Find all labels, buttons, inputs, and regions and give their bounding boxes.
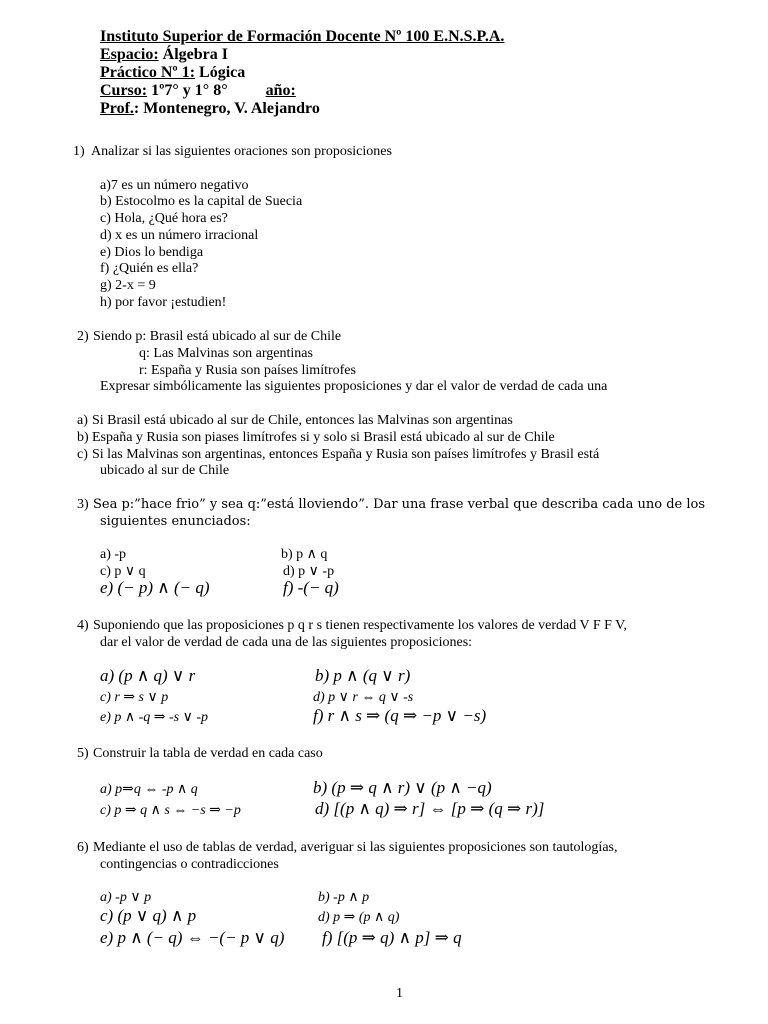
ex2-b-label: b) bbox=[77, 430, 89, 445]
ex3-f: f) -(− q) bbox=[283, 578, 339, 597]
ex6-prompt-cont: contingencias o contradicciones bbox=[100, 857, 279, 872]
ex2-c-label: c) bbox=[77, 447, 88, 462]
ex3-b: b) p ∧ q bbox=[281, 547, 328, 562]
subject-value: Álgebra I bbox=[158, 46, 228, 63]
ex4-prompt: Suponiendo que las proposiciones p q r s tienen respectivamente los valores de verdad V F F V, bbox=[93, 618, 627, 633]
course-line bbox=[100, 82, 504, 100]
ex2-p-def: Siendo p: Brasil está ubicado al sur de Chile bbox=[93, 329, 342, 344]
ex5-number: 5) bbox=[77, 746, 89, 761]
ex1-item-e: e) Dios lo bendiga bbox=[100, 245, 204, 260]
ex3-a: a) -p bbox=[100, 547, 127, 562]
ex1-item-b: b) Estocolmo es la capital de Suecia bbox=[100, 194, 303, 209]
ex2-instruction: Expresar simbólicamente las siguientes proposiciones y dar el valor de verdad de cada una bbox=[100, 379, 608, 394]
ex5-prompt: Construir la tabla de verdad en cada caso bbox=[93, 746, 323, 761]
ex6-b: b) -p ∧ p bbox=[318, 890, 370, 905]
institute-title: Instituto Superior de Formación Docente Nº 100 E.N.S.P.A. bbox=[100, 28, 505, 45]
ex3-number: 3) bbox=[77, 497, 89, 512]
ex6-c: c) (p ∨ q) ∧ p bbox=[100, 906, 197, 925]
ex5-a: a) p⇒q ⇔ -p ∧ q bbox=[100, 782, 198, 797]
ex4-e: e) p ∧ -q ⇒ -s ∨ -p bbox=[100, 710, 209, 725]
ex2-a-label: a) bbox=[77, 413, 88, 428]
ex6-prompt: Mediante el uso de tablas de verdad, averiguar si las siguientes proposiciones son tautologías, bbox=[93, 840, 618, 855]
ex5-c: c) p ⇒ q ∧ s ⇔ −s ⇒ −p bbox=[100, 803, 241, 818]
ex1-item-g: g) 2-x = 9 bbox=[100, 278, 156, 293]
ex3-e: e) (− p) ∧ (− q) bbox=[100, 578, 210, 597]
ex2-c-cont: ubicado al sur de Chile bbox=[100, 463, 230, 478]
ex5-d: d) [(p ∧ q) ⇒ r] ⇔ [p ⇒ (q ⇒ r)] bbox=[315, 799, 545, 818]
year-label: año: bbox=[265, 82, 296, 99]
professor-value: : Montenegro, V. Alejandro bbox=[133, 100, 320, 117]
subject-label: Espacio: bbox=[100, 46, 159, 63]
ex4-c: c) r ⇒ s ∨ p bbox=[100, 690, 169, 705]
ex5-b: b) (p ⇒ q ∧ r) ∨ (p ∧ −q) bbox=[313, 778, 492, 797]
ex1-item-a: a)7 es un número negativo bbox=[100, 178, 249, 193]
ex3-c: c) p ∨ q bbox=[100, 564, 146, 579]
ex1-prompt: Analizar si las siguientes oraciones son proposiciones bbox=[91, 144, 392, 159]
practice-line bbox=[100, 64, 504, 82]
ex2-q-def: q: Las Malvinas son argentinas bbox=[139, 346, 313, 361]
ex6-a: a) -p ∨ p bbox=[100, 890, 152, 905]
ex3-prompt: Sea p:”hace frio” y sea q:”está lloviendo”. Dar una frase verbal que describa cada uno de los bbox=[93, 497, 706, 512]
subject-line bbox=[100, 46, 504, 64]
ex2-r-def: r: España y Rusia son países limítrofes bbox=[139, 363, 356, 378]
professor-line bbox=[100, 100, 504, 118]
ex1-item-c: c) Hola, ¿Qué hora es? bbox=[100, 211, 228, 226]
page-number: 1 bbox=[396, 986, 403, 1001]
ex1-item-f: f) ¿Quién es ella? bbox=[100, 261, 199, 276]
ex3-prompt-cont: siguientes enunciados: bbox=[100, 514, 251, 529]
ex4-prompt-cont: dar el valor de verdad de cada una de las siguientes proposiciones: bbox=[100, 635, 473, 650]
ex4-number: 4) bbox=[77, 618, 89, 633]
ex6-d: d) p ⇒ (p ∧ q) bbox=[318, 910, 400, 925]
ex6-e: e) p ∧ (− q) ⇔ −(− p ∨ q) bbox=[100, 928, 285, 947]
ex6-number: 6) bbox=[77, 840, 89, 855]
ex3-d: d) p ∨ -p bbox=[283, 564, 335, 579]
ex1-number: 1) bbox=[73, 144, 85, 159]
ex6-f: f) [(p ⇒ q) ∧ p] ⇒ q bbox=[322, 928, 462, 947]
ex2-b: España y Rusia son piases limítrofes si y solo si Brasil está ubicado al sur de Chile bbox=[92, 430, 555, 445]
ex2-c: Si las Malvinas son argentinas, entonces España y Rusia son países limítrofes y Brasil está bbox=[92, 447, 600, 462]
practice-value: Lógica bbox=[195, 64, 246, 81]
course-value: 1º7° y 1° 8° bbox=[147, 82, 228, 99]
document-header bbox=[100, 28, 504, 118]
ex1-item-d: d) x es un número irracional bbox=[100, 228, 259, 243]
professor-label: Prof. bbox=[100, 100, 134, 117]
ex2-a: Si Brasil está ubicado al sur de Chile, entonces las Malvinas son argentinas bbox=[92, 413, 513, 428]
course-label: Curso: bbox=[100, 82, 148, 99]
ex4-f: f) r ∧ s ⇒ (q ⇒ −p ∨ −s) bbox=[313, 706, 487, 725]
ex4-d: d) p ∨ r ⇔ q ∨ -s bbox=[313, 690, 414, 705]
ex2-number: 2) bbox=[77, 329, 89, 344]
practice-label: Práctico Nº 1: bbox=[100, 64, 196, 81]
ex4-a: a) (p ∧ q) ∨ r bbox=[100, 666, 196, 685]
ex4-b: b) p ∧ (q ∨ r) bbox=[315, 666, 411, 685]
ex1-item-h: h) por favor ¡estudien! bbox=[100, 295, 227, 310]
